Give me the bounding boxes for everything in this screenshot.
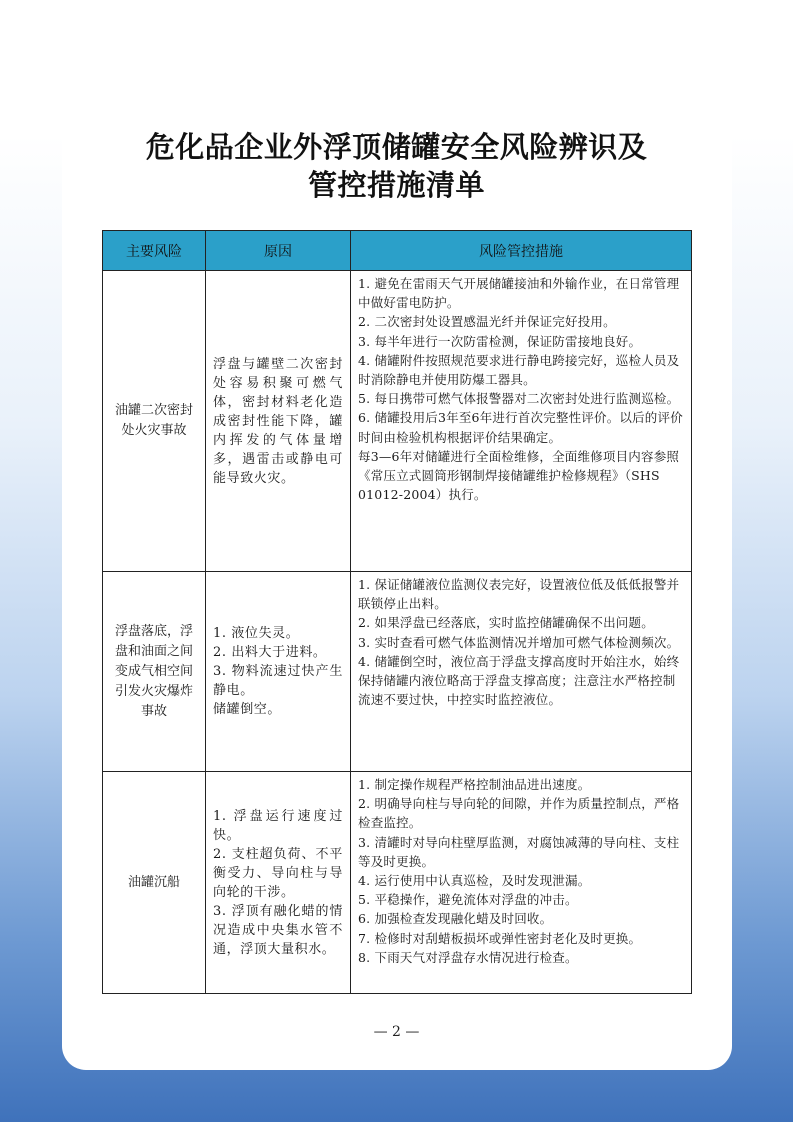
measure-item: 5. 每日携带可燃气体报警器对二次密封处进行监测巡检。: [358, 391, 680, 407]
cause-text: 浮盘与罐壁二次密封处容易积聚可燃气体，密封材料老化造成密封性能下降，罐内挥发的气体量增多，遇雷击或静电可能导致火灾。: [213, 356, 343, 486]
risk-cell: 油罐沉船: [103, 772, 206, 994]
measure-item: 8. 下雨天气对浮盘存水情况进行检查。: [358, 949, 578, 965]
measure-item: 1. 保证储罐液位监测仪表完好，设置液位低及低低报警并联锁停止出料。: [358, 577, 680, 612]
measure-item: 2. 明确导向柱与导向轮的间隙，并作为质量控制点，严格检查监控。: [358, 796, 680, 831]
measure-item: 3. 清罐时对导向柱壁厚监测，对腐蚀减薄的导向柱、支柱等及时更换。: [358, 834, 680, 869]
header-measures: 风险管控措施: [351, 231, 692, 271]
measure-item: 4. 运行使用中认真巡检，及时发现泄漏。: [358, 873, 591, 889]
cause-text: 3. 物料流速过快产生静电。: [213, 664, 343, 698]
cause-text: 1. 液位失灵。: [213, 626, 300, 641]
cause-text: 1. 浮盘运行速度过快。: [213, 808, 343, 843]
measure-item: 2. 如果浮盘已经落底，实时监控储罐确保不出问题。: [358, 615, 654, 631]
measures-cell: [351, 271, 692, 572]
table-header-row: [103, 231, 692, 271]
title-line-2: 管控措施清单: [307, 168, 485, 202]
risk-table: [102, 230, 692, 994]
measure-item: 1. 制定操作规程严格控制油品进出速度。: [358, 777, 591, 792]
table-row: [103, 572, 692, 772]
measures-cell: [351, 772, 692, 994]
cause-cell: [206, 572, 351, 772]
cause-cell: [206, 271, 351, 572]
cause-text: 2. 出料大于进料。: [213, 645, 327, 660]
measure-item: 4. 储罐附件按照规范要求进行静电跨接完好，巡检人员及时消除静电并使用防爆工器具。: [358, 352, 680, 388]
table-row: [103, 772, 692, 994]
title-line-1: 危化品企业外浮顶储罐安全风险辨识及: [145, 130, 648, 164]
page-number: — 2 —: [373, 1024, 420, 1040]
measure-item: 5. 平稳操作，避免流体对浮盘的冲击。: [358, 892, 578, 908]
cause-text: 2. 支柱超负荷、不平衡受力、导向柱与导向轮的干涉。: [213, 846, 343, 900]
header-cause: 原因: [206, 231, 351, 271]
table-row: [103, 271, 692, 572]
measure-item: 7. 检修时对刮蜡板损坏或弹性密封老化及时更换。: [358, 930, 642, 946]
measure-item: 1. 避免在雷雨天气开展储罐接油和外输作业，在日常管理中做好雷电防护。: [358, 276, 680, 311]
measure-item: 每3—6年对储罐进行全面检维修，全面维修项目内容参照《常压立式圆筒形钢制焊接储罐维护检修规程》（SHS 01012-2004）执行。: [358, 448, 680, 503]
page-title: [0, 128, 793, 204]
measure-item: 3. 每半年进行一次防雷检测，保证防雷接地良好。: [358, 333, 642, 349]
risk-cell: 油罐二次密封处火灾事故: [103, 271, 206, 572]
measure-item: 6. 加强检查发现融化蜡及时回收。: [358, 911, 553, 927]
measures-cell: [351, 572, 692, 772]
measure-item: 4. 储罐倒空时，液位高于浮盘支撑高度时开始注水，始终保持储罐内液位略高于浮盘支撑高度；注意注水严格控制流速不要过快，中控实时监控液位。: [358, 653, 680, 708]
cause-cell: [206, 772, 351, 994]
cause-text: 储罐倒空。: [213, 702, 282, 717]
header-main-risk: 主要风险: [103, 231, 206, 271]
risk-cell: 浮盘落底，浮盘和油面之间变成气相空间引发火灾爆炸事故: [103, 572, 206, 772]
measure-item: 3. 实时查看可燃气体监测情况并增加可燃气体检测频次。: [358, 634, 680, 650]
measure-item: 2. 二次密封处设置感温光纤并保证完好投用。: [358, 314, 616, 330]
measure-item: 6. 储罐投用后3年至6年进行首次完整性评价。以后的评价时间由检验机构根据评价结果确定。: [358, 410, 683, 445]
cause-text: 3. 浮顶有融化蜡的情况造成中央集水管不通，浮顶大量积水。: [213, 903, 343, 957]
